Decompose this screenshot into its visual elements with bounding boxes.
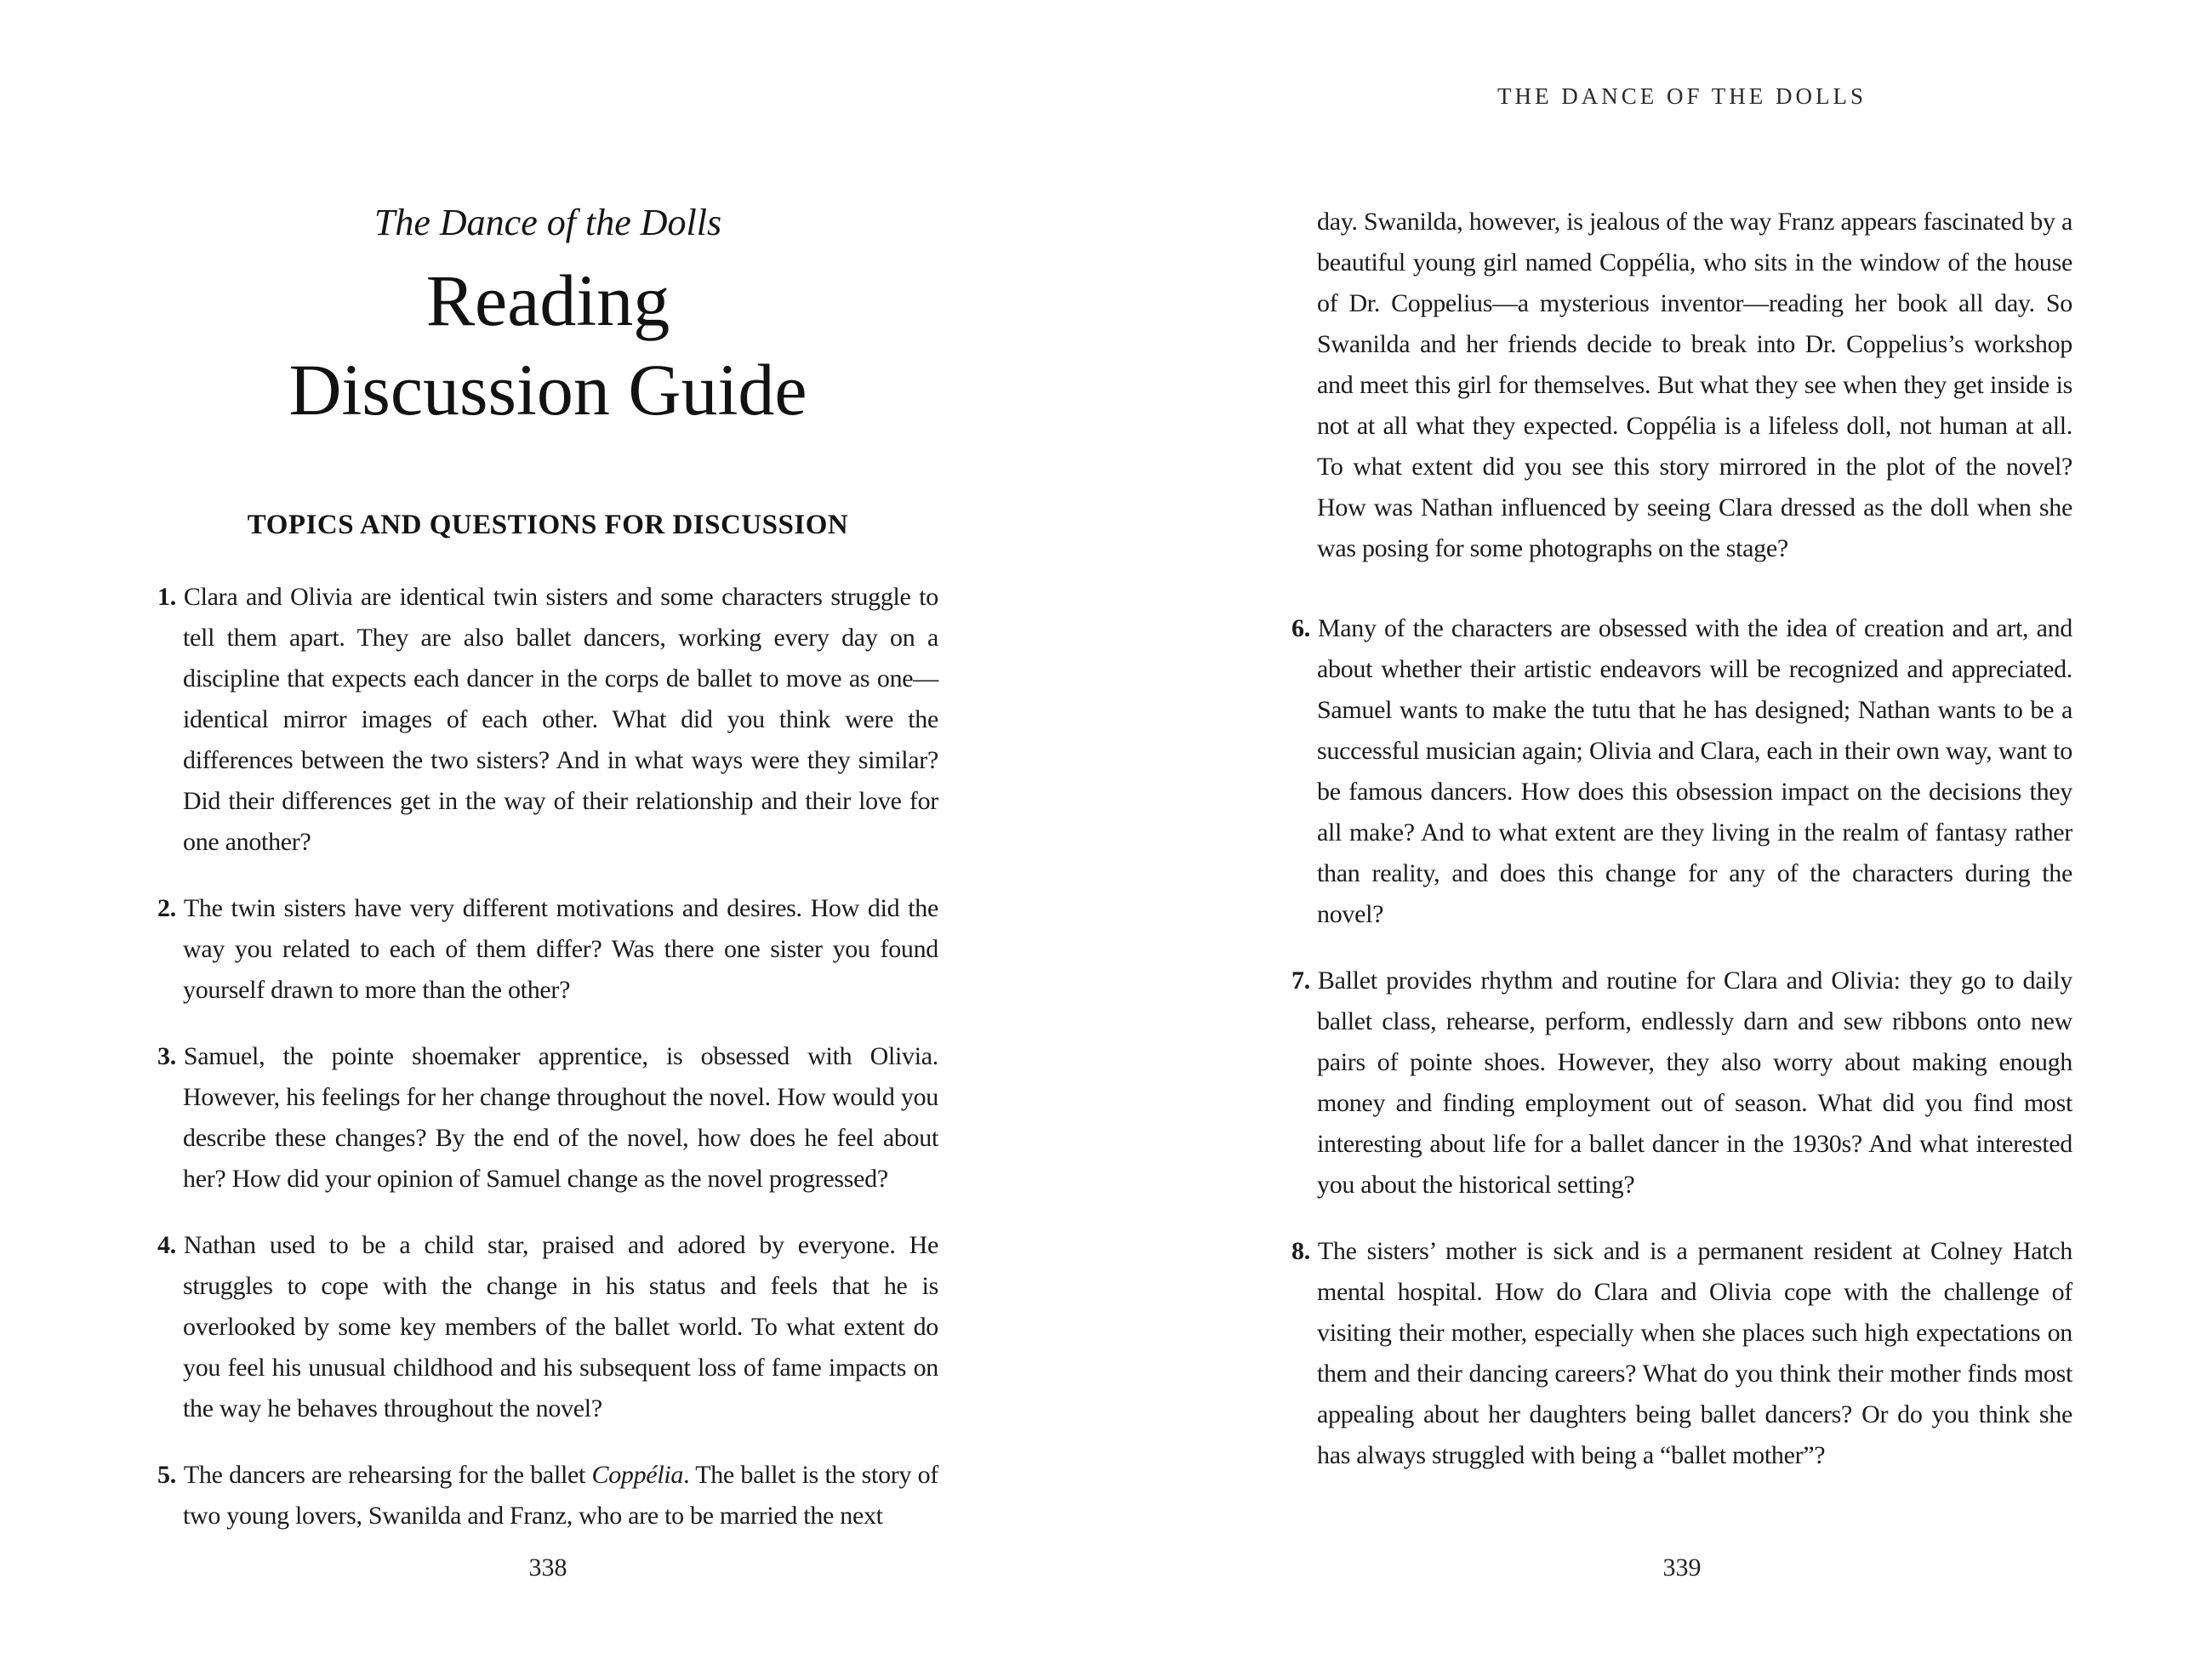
list-item [157, 577, 938, 863]
list-item [1291, 608, 2072, 935]
item-number: 3. [157, 1042, 176, 1070]
list-item [157, 1455, 938, 1536]
list-item [1291, 961, 2072, 1206]
item-text: . The ballet is the story of two young lovers, Swanilda and Franz, who are to be married the next [183, 1461, 938, 1530]
item-text: Clara and Olivia are identical twin sisters and some characters struggle to tell them apart. They are also ballet dancers, working every day on a discipline that expects each dancer in the corps de ballet to move as one—identical mirror images of each other. What did you think were the differences between the two sisters? And in what ways were they similar? Did their differences get in the way of their relationship and their love for one another? [183, 583, 938, 856]
list-item [157, 888, 938, 1011]
item-number: 8. [1291, 1237, 1310, 1265]
list-item [157, 1225, 938, 1429]
guide-title-line2: Discussion Guide [288, 349, 807, 430]
item-text: Nathan used to be a child star, praised and adored by everyone. He struggles to cope with the change in his status and feels that he is overlooked by some key members of the ballet world. To what extent do you feel his unusual childhood and his subsequent loss of fame impacts on the way he behaves throughout the novel? [183, 1231, 938, 1422]
item-text: The dancers are rehearsing for the ballet [183, 1461, 592, 1489]
book-title: The Dance of the Dolls [373, 202, 722, 243]
item-text: Ballet provides rhythm and routine for Clara and Olivia: they go to daily ballet class, rehearse, perform, endlessly darn and sew ribbons onto new pairs of pointe shoes. However, they also worry about making enough money and finding employment out of season. What did you find most interesting about life for a ballet dancer in the 1930s? And what interested you about the historical setting? [1317, 966, 2072, 1199]
item-number: 6. [1291, 614, 1310, 642]
item-number: 5. [157, 1461, 176, 1489]
section-heading: TOPICS AND QUESTIONS FOR DISCUSSION [247, 510, 849, 540]
item-text: Samuel, the pointe shoemaker apprentice, is obsessed with Olivia. However, his feelings for her change throughout the novel. How would you describe these changes? By the end of the novel, how does he feel about her? How did your opinion of Samuel change as the novel progressed? [183, 1042, 938, 1193]
item-text: The twin sisters have very different motivations and desires. How did the way you related to each of them differ? Was there one sister you found yourself drawn to more than the other? [183, 894, 938, 1004]
guide-title [157, 256, 938, 435]
item-number: 2. [157, 894, 176, 922]
item-number: 1. [157, 583, 176, 611]
item-text: Many of the characters are obsessed with the idea of creation and art, and about whether their artistic endeavors will be recognized and appreciated. Samuel wants to make the tutu that he has designed; Nathan wants to be a successful musician again; Olivia and Clara, each in their own way, want to be famous dancers. How does this obsession impact on the decisions they all make? And to what extent are they living in the realm of fantasy rather than reality, and does this change for any of the characters during the novel? [1317, 614, 2072, 928]
page-number-left: 338 [528, 1554, 567, 1582]
continuation-paragraph: day. Swanilda, however, is jealous of the way Franz appears fascinated by a beautiful young girl named Coppélia, who sits in the window of the house of Dr. Coppelius—a mysterious inventor—reading her book all day. So Swanilda and her friends decide to break into Dr. Coppelius’s workshop and meet this girl for themselves. But what they see when they get inside is not at all what they expected. Coppélia is a lifeless doll, not human at all. To what extent did you see this story mirrored in the plot of the novel? How was Nathan influenced by seeing Clara dressed as the doll when she was posing for some photographs on the stage? [1317, 208, 2072, 562]
page-number-right: 339 [1662, 1554, 1702, 1582]
guide-title-line1: Reading [425, 259, 670, 341]
discussion-questions-right [1291, 608, 2072, 1476]
item-number: 7. [1291, 966, 1310, 995]
left-page [157, 0, 938, 1659]
item-text: The sisters’ mother is sick and is a permanent resident at Colney Hatch mental hospital. How do Clara and Olivia cope with the challenge of visiting their mother, especially when she places such high expectations on them and their dancing careers? What do you think their mother finds most appealing about her daughters being ballet dancers? Or do you think she has always struggled with being a “ballet mother”? [1317, 1237, 2072, 1469]
item-text-italic: Coppélia [591, 1461, 684, 1489]
item-number: 4. [157, 1231, 176, 1259]
running-header: THE DANCE OF THE DOLLS [1497, 83, 1867, 109]
right-page [1291, 0, 2072, 1659]
list-item [157, 1036, 938, 1200]
list-item [1291, 1231, 2072, 1476]
discussion-questions-left [157, 577, 938, 1536]
